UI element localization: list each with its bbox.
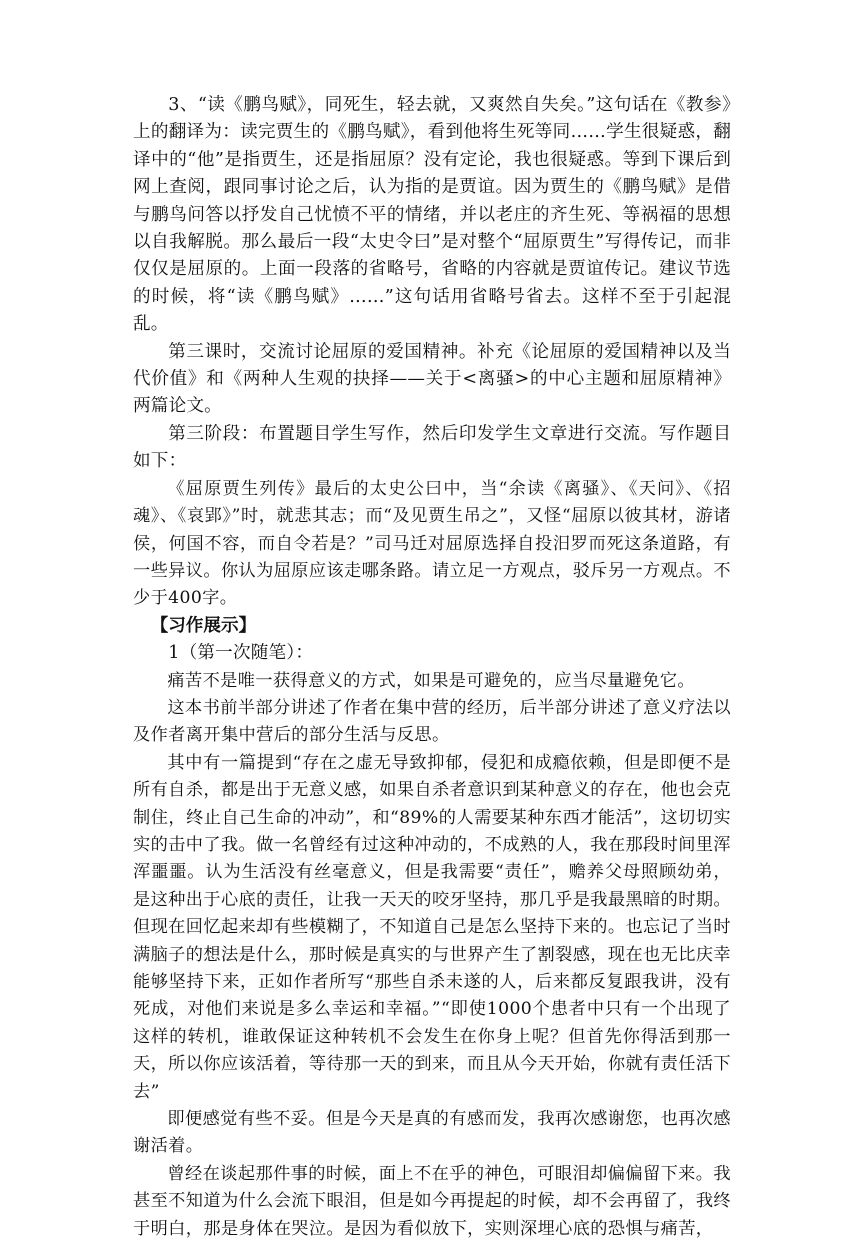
paragraph-essay-label: 1（第一次随笔）： [168,643,314,664]
paragraph-essay-3: 其中有一篇提到“存在之虚无导致抑郁，侵犯和成瘾依赖，但是即便不是所有自杀，都是出于无意义感，如果自杀者意识到某种意义的存在，他也会克制住，终止自己生命的冲动”，和“89%的人需要某种东西才能活”，这切切实实的击中了我。做一名曾经有过这种冲动的，不成熟的人，我在那段时间里浑浑噩噩。认为生活没有丝毫意义，但是我需要“责任”，赡养父母照顾幼弟，是这种出于心底的责任，让我一天天的咬牙坚持，那几乎是我最黑暗的时期。但现在回忆起来却有些模糊了，不知道自己是怎么坚持下来的。也忘记了当时满脑子的想法是什么，那时候是真实的与世界产生了割裂感，现在也无比庆幸能够坚持下来，正如作者所写“那些自杀未遂的人，后来都反复跟我讲，没有死成，对他们来说是多么幸运和幸福。”“即使1000个患者中只有一个出现了这样的转机，谁敢保证这种转机不会发生在你身上呢？但首先你得活到那一天，所以你应该活着，等待那一天的到来，而且从今天开始，你就有责任活下去” [133,752,731,1102]
paragraph-third-lesson: 第三课时，交流讨论屈原的爱国精神。补充《论屈原的爱国精神以及当代价值》和《两种人生观的抉择——关于<离骚>的中心主题和屈原精神》两篇论文。 [133,341,731,417]
paragraph-essay-5: 曾经在谈起那件事的时候，面上不在乎的神色，可眼泪却偏偏留下来。我甚至不知道为什么会流下眼泪，但是如今再提起的时候，却不会再留了，我终于明白，那是身体在哭泣。是因为看似放下，实则深埋心底的恐惧与痛苦， [133,1163,731,1239]
paragraph-essay-2: 这本书前半部分讲述了作者在集中营的经历，后半部分讲述了意义疗法以及作者离开集中营后的部分生活与反思。 [133,697,731,746]
paragraph-essay-1: 痛苦不是唯一获得意义的方式，如果是可避免的，应当尽量避免它。 [167,670,696,691]
paragraph-third-stage: 第三阶段：布置题目学生写作，然后印发学生文章进行交流。写作题目如下： [133,423,731,472]
paragraph-writing-prompt: 《屈原贾生列传》最后的太史公曰中，当“余读《离骚》、《天问》、《招魂》、《哀郢》”时，就悲其志；而“及见贾生吊之”，又怪“屈原以彼其材，游诸侯，何国不容，而自令若是？”司马迁对屈原选择自投汨罗而死这条道路，有一些异议。你认为屈原应该走哪条路。请立足一方观点，驳斥另一方观点。不少于400字。 [133,478,731,609]
document-page [133,92,731,1243]
section-heading: 【习作展示】 [150,615,257,636]
paragraph-translation-note: 3、“读《鹏鸟赋》，同死生，轻去就，又爽然自失矣。”这句话在《教参》上的翻译为：读完贾生的《鹏鸟赋》，看到他将生死等同……学生很疑惑，翻译中的“他”是指贾生，还是指屈原？没有定论，我也很疑惑。等到下课后到网上查阅，跟同事讨论之后，认为指的是贾谊。因为贾生的《鹏鸟赋》是借与鹏鸟问答以抒发自己忧愤不平的情绪，并以老庄的齐生死、等祸福的思想以自我解脱。那么最后一段“太史令曰”是对整个“屈原贾生”写得传记，而非仅仅是屈原的。上面一段落的省略号，省略的内容就是贾谊传记。建议节选的时候，将“读《鹏鸟赋》……”这句话用省略号省去。这样不至于引起混乱。 [133,95,731,335]
paragraph-essay-4: 即便感觉有些不妥。但是今天是真的有感而发，我再次感谢您，也再次感谢活着。 [133,1109,731,1157]
